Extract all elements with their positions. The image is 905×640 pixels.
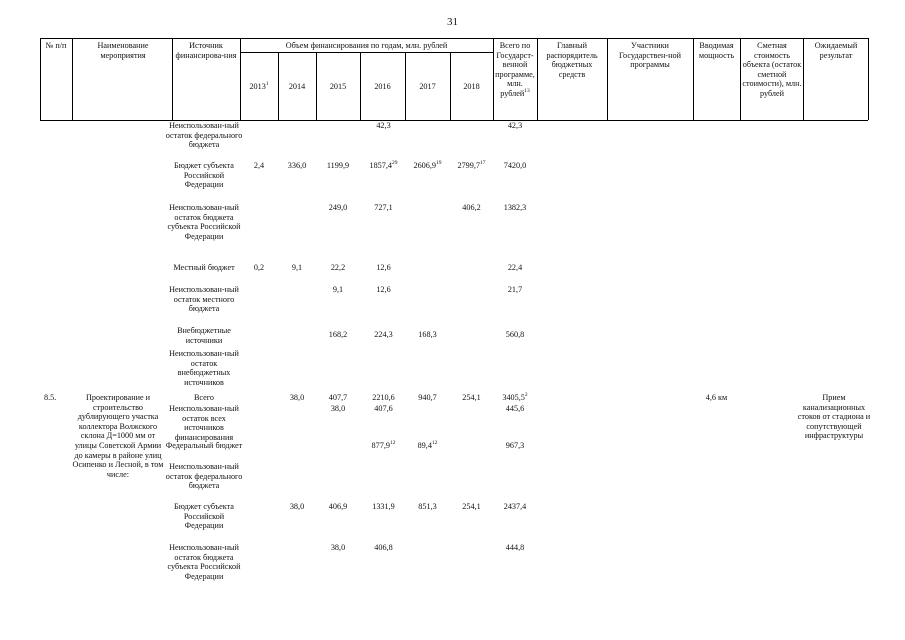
value-cell-y2016: 224,3	[374, 330, 393, 339]
value-cell-y2016: 2210,6	[372, 393, 395, 402]
value-cell-y2016: 877,9$^{12}$	[371, 440, 396, 450]
value-cell-y2015: 38,0	[330, 404, 346, 413]
value-cell-y2015: 406,9	[328, 502, 348, 511]
value-cell-y2015: 22,2	[330, 263, 346, 272]
value-cell-total: 2437,4	[503, 502, 527, 511]
value-cell-y2018: 254,1	[462, 502, 481, 511]
header-cost: Сметная стоимость объекта (остаток сметной стоимости), млн. рублей	[742, 41, 802, 98]
value-cell-y2016: 12,6	[376, 285, 391, 294]
value-cell-total: 967,3	[505, 441, 525, 450]
source-cell: Неиспользован-ный остаток внебюджетных источников	[169, 349, 239, 387]
value-cell-total: 7420,0	[503, 161, 527, 170]
source-cell: Неиспользован-ный остаток федерального бюджета	[165, 121, 243, 150]
header-total: Всего по Государст-венной программе, млн. рублей$^{13}$	[495, 41, 535, 98]
value-cell-y2017: 2606,9$^{19}$	[413, 160, 442, 170]
header-top-border	[40, 38, 868, 39]
value-cell-y2016: 42,3	[376, 121, 391, 130]
value-cell-y2015: 9,1	[332, 285, 344, 294]
value-cell-total: 1382,3	[503, 203, 527, 212]
value-cell-y2016: 12,6	[376, 263, 391, 272]
source-cell: Местный бюджет	[173, 263, 235, 272]
value-cell-y2014: 38,0	[289, 393, 305, 402]
value-cell-y2013: 2,4	[253, 161, 265, 170]
value-cell-y2016: 407,6	[374, 404, 393, 413]
source-cell: Неиспользован-ный остаток всех источников финансирования	[169, 404, 239, 442]
value-cell-y2016: 1331,9	[372, 502, 395, 511]
value-cell-total: 3405,5$^2$	[502, 392, 528, 402]
header-year-2016: 2016	[374, 82, 391, 91]
header-year-2015: 2015	[329, 82, 347, 91]
value-cell-total: 22,4	[507, 263, 523, 272]
value-cell-y2014: 9,1	[291, 263, 303, 272]
source-cell: Неиспользован-ный остаток местного бюджета	[169, 285, 239, 314]
value-cell-y2017: 940,7	[418, 393, 437, 402]
source-cell: Внебюджетные источники	[177, 326, 231, 345]
value-cell-y2017: 851,3	[418, 502, 437, 511]
source-cell: Неиспользован-ный остаток бюджета субъекта Российской Федерации	[167, 543, 241, 581]
value-cell-total: 445,6	[505, 404, 525, 413]
value-cell-y2018: 254,1	[462, 393, 481, 402]
item-name: Проектирование и строительство дублирующего участка коллектора Волжского склона Д=1000 мм от улицы Советской Армии до камеры в районе улиц Осипенко и Лесной, в том числе:	[72, 393, 164, 479]
value-cell-y2016: 406,8	[374, 543, 393, 552]
value-cell-y2015: 38,0	[330, 543, 346, 552]
source-cell: Неиспользован-ный остаток бюджета субъекта Российской Федерации	[167, 203, 241, 241]
value-cell-y2015: 168,2	[328, 330, 348, 339]
value-cell-y2015: 407,7	[328, 393, 348, 402]
page-number: 31	[447, 16, 458, 28]
value-cell-y2016: 727,1	[374, 203, 393, 212]
item-number: 8.5.	[44, 393, 57, 402]
source-cell: Бюджет субъекта Российской Федерации	[174, 161, 234, 190]
source-cell: Всего	[193, 393, 215, 402]
value-cell-y2017: 89,4$^{12}$	[417, 440, 438, 450]
value-cell-y2017: 168,3	[418, 330, 437, 339]
header-year-2014: 2014	[288, 82, 306, 91]
value-cell-y2013: 0,2	[253, 263, 265, 272]
header-year-2017: 2017	[419, 82, 436, 91]
header-main-admin: Главный распорядитель бюджетных средств	[546, 41, 598, 79]
value-cell-y2014: 38,0	[289, 502, 305, 511]
table-header	[40, 38, 868, 120]
header-participants: Участники Государствен-ной программы	[619, 41, 681, 70]
value-cell-y2014: 336,0	[287, 161, 307, 170]
value-cell-y2015: 249,0	[328, 203, 348, 212]
source-cell: Неиспользован-ный остаток федерального бюджета	[165, 462, 243, 491]
header-volume: Объем финансирования по годам, млн. рублей	[285, 41, 448, 50]
header-name: Наименование мероприятия	[97, 41, 149, 60]
source-cell: Бюджет субъекта Российской Федерации	[174, 502, 234, 531]
value-cell-y2018: 406,2	[462, 203, 481, 212]
header-year-2018: 2018	[463, 82, 480, 91]
value-cell-total: 42,3	[507, 121, 523, 130]
header-year-2013: 2013$^1$	[249, 81, 269, 91]
header-capacity: Вводимая мощность	[698, 41, 735, 60]
value-cell-y2016: 1857,4$^{29}$	[369, 160, 398, 170]
header-number: № п/п	[45, 41, 67, 50]
value-cell-y2018: 2799,7$^{17}$	[457, 160, 486, 170]
value-cell-total: 444,8	[505, 543, 525, 552]
source-cell: Федеральный бюджет	[165, 441, 243, 450]
item-capacity: 4,6 км	[705, 393, 728, 402]
value-cell-total: 21,7	[507, 285, 523, 294]
value-cell-total: 560,8	[505, 330, 525, 339]
header-result: Ожидаемый результат	[814, 41, 858, 60]
header-source: Источник финансирова-ния	[175, 41, 237, 60]
item-result: Прием канализационных стоков от стадиона и сопутствующей инфраструктуры	[797, 393, 871, 441]
value-cell-y2015: 1199,9	[326, 161, 350, 170]
